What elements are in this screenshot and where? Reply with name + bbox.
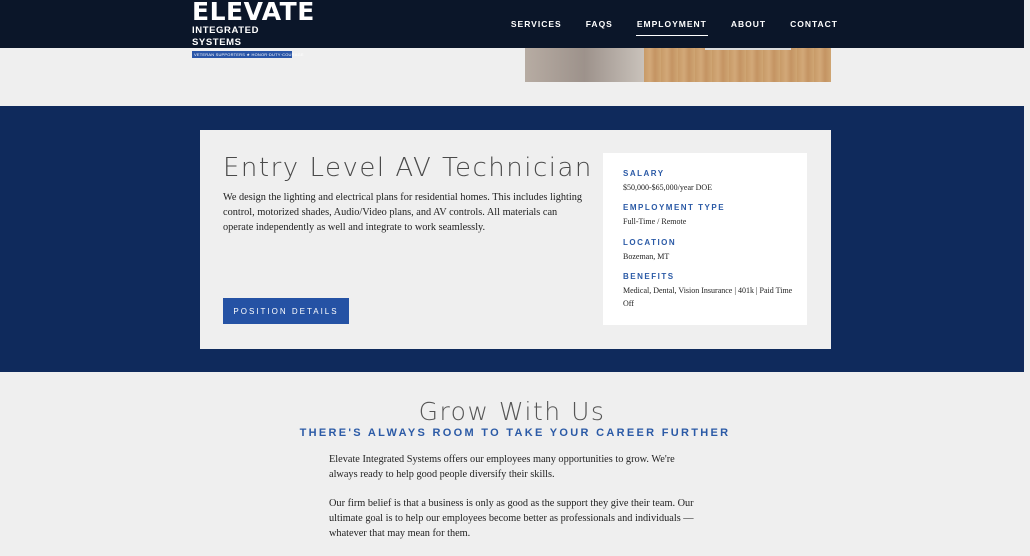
grow-paragraph-1: Elevate Integrated Systems offers our employees many opportunities to grow. We're always ready to help good people diversify their skills. [329,454,675,480]
benefits-group [623,272,798,310]
photo-wood-desk [644,48,831,82]
nav-services[interactable]: SERVICES [510,19,562,29]
logo-tagline: VETERAN SUPPORTERS ★ HONOR·DUTY·COURAGE [194,52,304,57]
job-title: Entry Level AV Technician [223,153,593,183]
salary-label: SALARY [623,169,665,178]
main-nav [487,0,838,48]
location-value: Bozeman, MT [623,252,670,261]
position-details-button[interactable]: POSITION DETAILS [223,298,349,324]
photo-person [525,48,644,82]
grow-title: Grow With Us [418,397,606,426]
site-header [0,0,1024,57]
logo-subtitle: INTEGRATED SYSTEMS [192,25,260,48]
office-photo [525,48,831,82]
salary-group [623,169,798,195]
employment-type-label: EMPLOYMENT TYPE [623,203,726,212]
nav-about[interactable]: ABOUT [730,19,767,29]
location-label: LOCATION [623,238,677,247]
grow-paragraph-2: Our firm belief is that a business is only as good as the support they give their team. Our ultimate goal is to help our employees become better as professionals and individuals — whatever that may mean for them. [329,498,694,539]
job-info-panel [603,153,807,325]
photo-laptop [705,48,791,50]
nav-faqs[interactable]: FAQS [585,19,613,29]
logo-wordmark: ELEVATE [192,0,315,26]
nav-contact[interactable]: CONTACT [790,19,838,29]
employment-type-value: Full-Time / Remote [623,217,687,226]
employment-type-group [623,203,798,229]
salary-value: $50,000-$65,000/year DOE [623,183,713,192]
benefits-label: BENEFITS [623,272,675,281]
nav-employment[interactable]: EMPLOYMENT [637,15,707,33]
grow-subtitle: THERE'S ALWAYS ROOM TO TAKE YOUR CAREER FURTHER [299,427,731,439]
benefits-value: Medical, Dental, Vision Insurance | 401k | Paid Time Off [623,286,793,308]
site-logo[interactable] [192,0,315,57]
job-description: We design the lighting and electrical plans for residential homes. This includes lighting control, motorized shades, Audio/Video plans, and AV controls. All materials can operate independently as well and integrate to work seamlessly. [223,192,583,233]
location-group [623,238,798,264]
